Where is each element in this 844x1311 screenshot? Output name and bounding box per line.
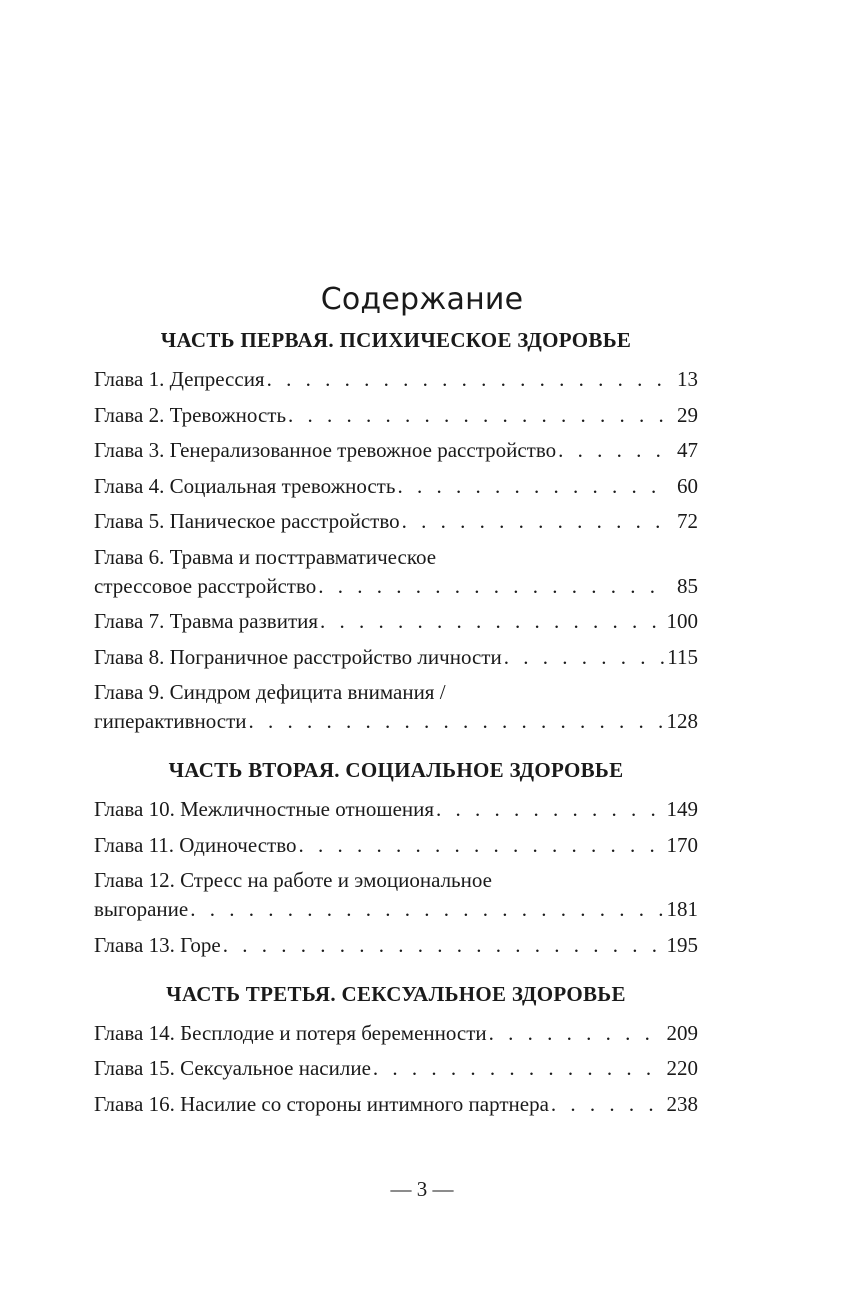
chapter-title: Глава 3. Генерализованное тревожное расстройство [94, 438, 557, 462]
chapter-entry[interactable] [94, 436, 698, 465]
chapter-entry[interactable] [94, 795, 698, 824]
dot-leader [400, 507, 664, 536]
part-heading: ЧАСТЬ ТРЕТЬЯ. СЕКСУАЛЬНОЕ ЗДОРОВЬЕ [166, 981, 626, 1006]
chapter-entry[interactable] [94, 866, 698, 924]
chapter-title: Глава 10. Межличностные отношения [94, 797, 435, 821]
dot-leader [549, 1090, 664, 1119]
page-number: 238 [666, 1091, 698, 1116]
dot-leader [221, 931, 664, 960]
chapter-entry[interactable] [94, 507, 698, 536]
chapter-entry[interactable] [94, 643, 698, 672]
dot-leader [265, 365, 664, 394]
dot-leader [395, 472, 664, 501]
part-section [94, 328, 698, 736]
chapter-list [94, 795, 698, 960]
chapter-entry[interactable] [94, 1019, 698, 1048]
dot-leader [556, 436, 664, 465]
chapter-title-line1: Глава 12. Стресс на работе и эмоциональное [94, 868, 492, 892]
chapter-entry[interactable] [94, 931, 698, 960]
page-number: 13 [677, 367, 698, 391]
page-number: 181 [666, 897, 698, 921]
page-number: 220 [666, 1056, 698, 1080]
page-number: 100 [666, 609, 698, 633]
chapter-title: Глава 8. Пограничное расстройство личности [94, 644, 502, 669]
chapter-entry[interactable] [94, 401, 698, 430]
chapter-entry[interactable] [94, 543, 698, 601]
page-number: 128 [666, 709, 698, 733]
page-number: 85 [677, 573, 698, 598]
chapter-title: Глава 11. Одиночество [94, 832, 297, 857]
page-number: 29 [677, 402, 698, 427]
page-number: 115 [667, 644, 698, 669]
dot-leader [434, 795, 664, 824]
chapter-entry[interactable] [94, 607, 698, 636]
chapter-entry[interactable] [94, 831, 698, 860]
dot-leader [371, 1054, 664, 1083]
chapter-entry[interactable] [94, 678, 698, 736]
chapter-title: Глава 16. Насилие со стороны интимного партнера [94, 1091, 549, 1116]
part-heading: ЧАСТЬ ПЕРВАЯ. ПСИХИЧЕСКОЕ ЗДОРОВЬЕ [160, 328, 632, 352]
page-number: 60 [677, 473, 698, 498]
page-number: 209 [666, 1020, 698, 1045]
page-number-footer: — 3 — [390, 1177, 454, 1201]
chapter-title: стрессовое расстройство [94, 573, 317, 598]
chapter-list [94, 1019, 698, 1119]
chapter-entry[interactable] [94, 1090, 698, 1119]
chapter-entry[interactable] [94, 365, 698, 394]
dot-leader [247, 707, 665, 736]
chapter-title: Глава 13. Горе [94, 932, 221, 957]
dot-leader [286, 401, 664, 430]
chapter-title: Глава 5. Паническое расстройство [94, 509, 400, 533]
chapter-title-line1: Глава 9. Синдром дефицита внимания / [94, 680, 446, 704]
table-of-contents [94, 328, 698, 1125]
page-number: 149 [666, 797, 698, 821]
dot-leader [316, 572, 664, 601]
chapter-title: Глава 7. Травма развития [94, 609, 319, 633]
dot-leader [188, 895, 664, 924]
dot-leader [318, 607, 664, 636]
chapter-title: выгорание [94, 897, 189, 921]
chapter-title-line1: Глава 6. Травма и посттравматическое [94, 544, 437, 569]
chapter-entry[interactable] [94, 1054, 698, 1083]
page-number: 170 [666, 832, 698, 857]
dot-leader [296, 831, 664, 860]
page-number: 72 [677, 509, 698, 533]
chapter-list [94, 365, 698, 736]
page-number: 195 [666, 932, 698, 957]
part-heading: ЧАСТЬ ВТОРАЯ. СОЦИАЛЬНОЕ ЗДОРОВЬЕ [168, 758, 624, 782]
part-section [94, 982, 698, 1119]
part-section [94, 758, 698, 960]
chapter-title: Глава 2. Тревожность [94, 402, 287, 427]
page-title: Содержание [320, 282, 524, 318]
chapter-title: Глава 15. Сексуальное насилие [94, 1056, 371, 1080]
chapter-title: Глава 1. Депрессия [94, 367, 265, 391]
page-number: 47 [677, 438, 698, 462]
dot-leader [487, 1019, 664, 1048]
chapter-title: Глава 14. Бесплодие и потеря беременности [94, 1020, 487, 1045]
chapter-title: гиперактивности [94, 709, 247, 733]
chapter-title: Глава 4. Социальная тревожность [94, 473, 396, 498]
chapter-entry[interactable] [94, 472, 698, 501]
dot-leader [502, 643, 664, 672]
